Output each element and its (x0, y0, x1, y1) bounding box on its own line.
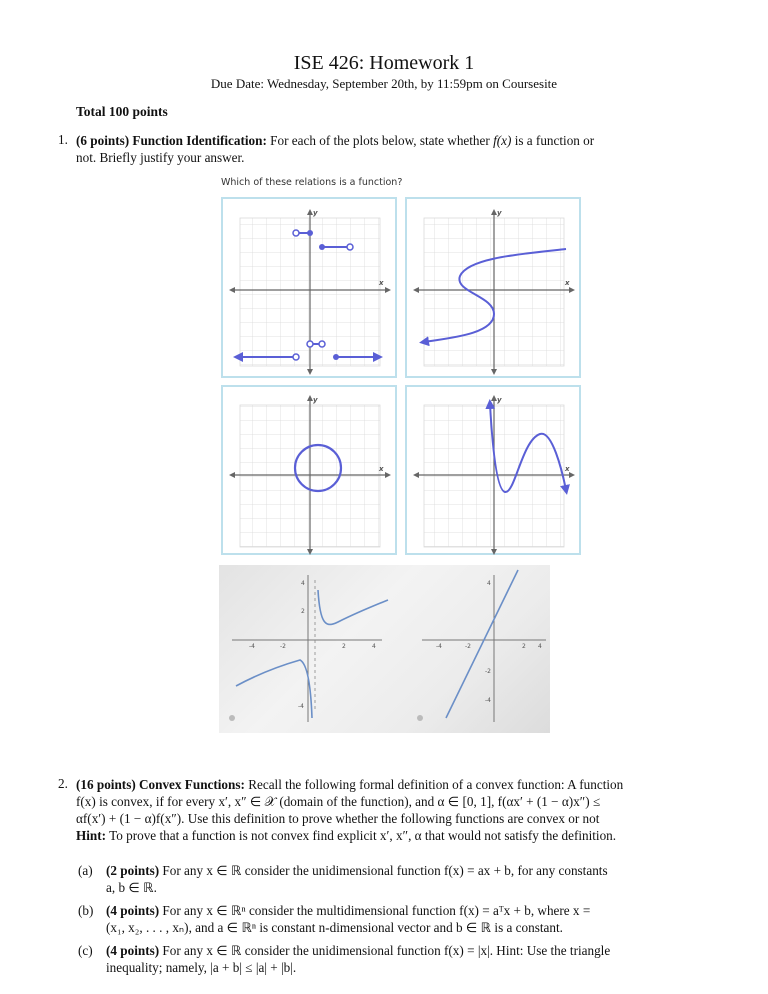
photo-tick: 4 (372, 643, 376, 650)
photo-tick: -4 (298, 703, 304, 710)
photo-tick: 4 (487, 580, 491, 587)
q2c-label: (c) (78, 943, 93, 958)
figure-caption: Which of these relations is a function? (221, 177, 403, 188)
q2-number: 2. (58, 776, 68, 791)
photo-tick: -2 (280, 643, 286, 650)
q2a-line2: a, b ∈ ℝ. (106, 880, 157, 895)
q2b-label: (b) (78, 903, 94, 918)
axis-label-y: y (497, 209, 502, 217)
q1-fx: f(x) (493, 133, 512, 148)
photo-tick: 2 (342, 643, 346, 650)
graph-circle (232, 398, 388, 552)
axis-label-x: x (565, 465, 570, 473)
q2b-text: For any x ∈ ℝⁿ consider the multidimensional function f(x) = aᵀx + b, where x = (159, 903, 591, 918)
q2b-line1 (106, 902, 716, 919)
q2-line1-rest: Recall the following formal definition of a convex function: A function (244, 777, 624, 792)
q2a-line1 (106, 862, 716, 879)
q1-points: (6 points) Function Identification: (76, 133, 267, 148)
axis-label-x: x (379, 465, 384, 473)
total-points: Total 100 points (76, 104, 168, 119)
page-title: ISE 426: Homework 1 (293, 52, 475, 74)
q2b-line2: (x₁, x₂, . . . , xₙ), and a ∈ ℝⁿ is constant n-dimensional vector and b ∈ ℝ is a constant. (106, 920, 563, 935)
q2b-points: (4 points) (106, 903, 160, 918)
q2-line2: f(x) is convex, if for every x′, x″ ∈ 𝒳 (domain of the function), and α ∈ [0, 1], f(αx′ + (1 − α)x″) ≤ (76, 794, 601, 809)
axis-label-y: y (313, 396, 318, 404)
due-date: Due Date: Wednesday, September 20th, by 11:59pm on Coursesite (210, 76, 558, 91)
graph-step (232, 212, 388, 372)
photo-tick: -4 (436, 643, 442, 650)
axis-label-x: x (379, 279, 384, 287)
q2c-line2: inequality; namely, |a + b| ≤ |a| + |b|. (106, 960, 297, 975)
q2c-text: For any x ∈ ℝ consider the unidimensional function f(x) = |x|. Hint: Use the triangle (159, 943, 611, 958)
photo-tick: 4 (301, 580, 305, 587)
q2-hint (76, 827, 716, 844)
q2a-text: For any x ∈ ℝ consider the unidimensional function f(x) = ax + b, for any constants (159, 863, 608, 878)
q2-points: (16 points) Convex Functions: (76, 777, 245, 792)
q2a-label: (a) (78, 863, 93, 878)
q1-number: 1. (58, 132, 68, 147)
q2c-line1 (106, 942, 716, 959)
q2a-points: (2 points) (106, 863, 160, 878)
axis-label-x: x (565, 279, 570, 287)
photo-tick: -4 (485, 697, 491, 704)
graph-s-curve (416, 212, 572, 372)
photo-tick: 2 (301, 608, 305, 615)
q2-hint-text: To prove that a function is not convex find explicit x′, x″, α that would not satisfy the definition. (106, 828, 617, 843)
q2-line3: αf(x′) + (1 − α)f(x″). Use this definition to prove whether the following functions are convex or not (76, 811, 600, 826)
q1-line2: not. Briefly justify your answer. (76, 150, 245, 165)
photo-tick: -2 (465, 643, 471, 650)
photo-tick: -2 (485, 668, 491, 675)
axis-label-y: y (313, 209, 318, 217)
axis-label-y: y (497, 396, 502, 404)
q2c-points: (4 points) (106, 943, 160, 958)
photo-tick: 2 (522, 643, 526, 650)
q1-text-b: is a function or (511, 133, 595, 148)
graph-wave (416, 398, 572, 552)
photo-tick: 4 (538, 643, 542, 650)
q2-hint-label: Hint: (76, 828, 107, 843)
photo-tick: -4 (249, 643, 255, 650)
q2-line1 (76, 776, 716, 793)
q1-text-a: For each of the plots below, state whether (266, 133, 494, 148)
